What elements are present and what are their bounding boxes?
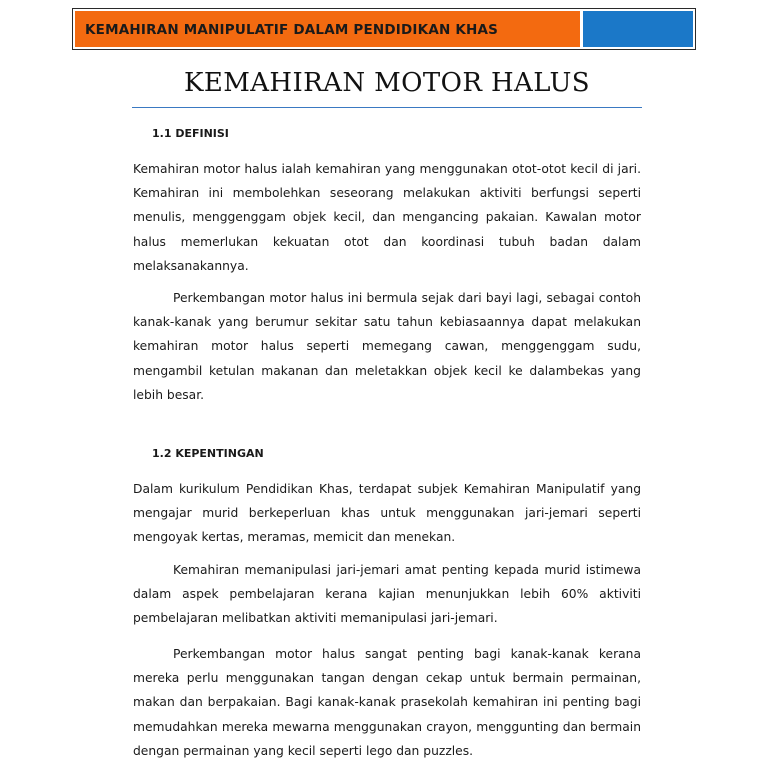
paragraph-kepentingan-1: Dalam kurikulum Pendidikan Khas, terdapat subjek Kemahiran Manipulatif yang mengajar murid berkeperluan khas untuk menggunakan jari-jemari seperti mengoyak kertas, meramas, memicit dan menekan. bbox=[133, 482, 641, 545]
paragraph-definisi-2: Perkembangan motor halus ini bermula sejak dari bayi lagi, sebagai contoh kanak-kanak yang berumur sekitar satu tahun kebiasaannya dapat melakukan kemahiran motor halus seperti memegang cawan, menggenggam sudu, mengambil ketulan makanan dan meletakkan objek kecil ke dalambekas yang lebih besar. bbox=[133, 291, 641, 402]
page-title: KEMAHIRAN MOTOR HALUS bbox=[184, 68, 590, 98]
header-orange-panel bbox=[75, 11, 580, 47]
section-heading-definisi: 1.1 DEFINISI bbox=[152, 127, 229, 140]
document-header-bar bbox=[72, 8, 696, 50]
title-underline-rule bbox=[132, 107, 642, 108]
section-heading-kepentingan: 1.2 KEPENTINGAN bbox=[152, 447, 264, 460]
paragraph-kepentingan-2: Kemahiran memanipulasi jari-jemari amat penting kepada murid istimewa dalam aspek pembelajaran kerana kajian menunjukkan lebih 60% aktiviti pembelajaran melibatkan aktiviti memanipulasi jari-jemari. bbox=[133, 563, 641, 626]
paragraph-definisi-1: Kemahiran motor halus ialah kemahiran yang menggunakan otot-otot kecil di jari. Kemahiran ini membolehkan seseorang melakukan aktiviti berfungsi seperti menulis, menggenggam objek kecil, dan mengancing pakaian. Kawalan motor halus memerlukan kekuatan otot dan koordinasi tubuh badan dalam melaksanakannya. bbox=[133, 162, 641, 273]
header-blue-panel bbox=[583, 11, 693, 47]
header-title: KEMAHIRAN MANIPULATIF DALAM PENDIDIKAN KHAS bbox=[85, 22, 499, 38]
paragraph-kepentingan-3: Perkembangan motor halus sangat penting bagi kanak-kanak kerana mereka perlu menggunakan tangan dengan cekap untuk bermain permainan, makan dan berpakaian. Bagi kanak-kanak prasekolah kemahiran ini penting bagi memudahkan mereka mewarna menggunakan crayon, menggunting dan bermain dengan permainan yang kecil seperti lego dan puzzles. bbox=[133, 647, 641, 758]
